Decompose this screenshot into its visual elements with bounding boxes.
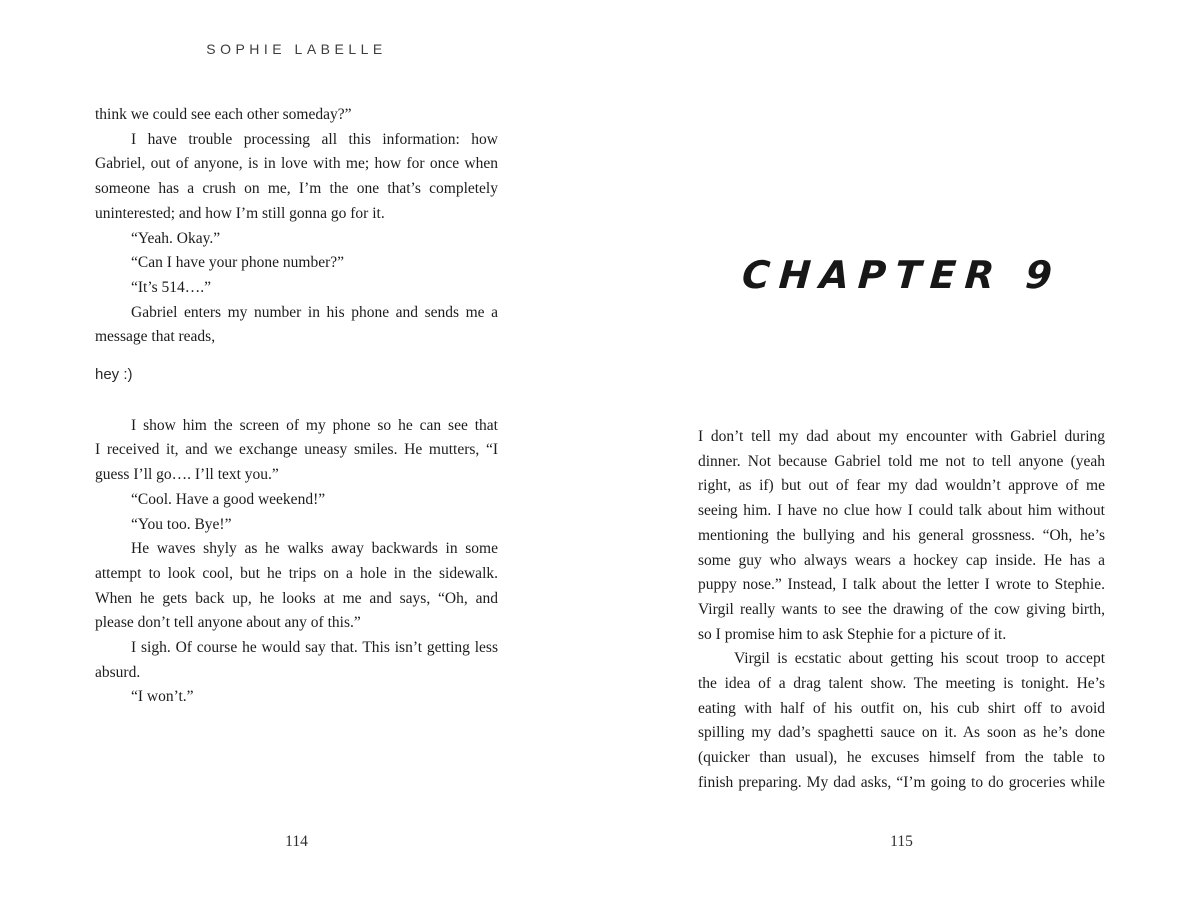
text-line: I don’t tell my dad about my encounter with Gabriel during — [698, 428, 1105, 445]
left-page-number: 114 — [285, 833, 308, 850]
text-line: absurd. — [95, 663, 141, 681]
text-line: attempt to look cool, but he trips on a hole in the sidewalk. — [95, 564, 498, 582]
text-line: “Cool. Have a good weekend!” — [131, 490, 326, 508]
text-line: When he gets back up, he looks at me and says, “Oh, and — [95, 589, 498, 607]
text-line: “It’s 514….” — [131, 278, 212, 296]
text-line: eating with half of his outfit on, his cub shirt off to avoid — [698, 699, 1105, 717]
text-line: puppy nose.” Instead, I talk about the letter I wrote to Stephie. — [698, 576, 1105, 594]
text-line: He waves shyly as he walks away backwards in some — [131, 540, 498, 558]
text-line: some guy who always wears a hockey cap inside. He has a — [698, 551, 1105, 569]
text-line: message that reads, — [95, 328, 216, 346]
text-line: hey :) — [95, 366, 133, 384]
text-line: the idea of a drag talent show. The meeting is tonight. He’s — [698, 675, 1105, 693]
text-line: (quicker than usual), he excuses himself from the table to — [698, 749, 1105, 767]
text-line: “I won’t.” — [131, 688, 194, 706]
text-line: finish preparing. My dad asks, “I’m going to do groceries while — [698, 773, 1105, 791]
text-line: uninterested; and how I’m still gonna go for it. — [95, 204, 385, 222]
text-line: seeing him. I have no clue how I could talk about him without — [698, 502, 1105, 520]
text-line: Virgil is ecstatic about getting his scout troop to accept — [734, 650, 1105, 668]
text-line: dinner. Not because Gabriel told me not to tell anyone (yeah — [698, 452, 1105, 470]
text-line: so I promise him to ask Stephie for a picture of it. — [698, 625, 1007, 643]
left-page-body-text — [95, 103, 498, 710]
right-page-body-text — [698, 425, 1105, 796]
text-line: Virgil really wants to see the drawing of the cow giving birth, — [698, 600, 1105, 618]
right-page-number: 115 — [890, 833, 913, 850]
text-line: guess I’ll go…. I’ll text you.” — [95, 466, 279, 484]
text-line: Gabriel, out of anyone, is in love with me; how for once when — [95, 155, 498, 173]
text-line: someone has a crush on me, I’m the one that’s completely — [95, 180, 498, 198]
running-header-author: SOPHIE LABELLE — [206, 41, 387, 57]
text-line: Gabriel enters my number in his phone and sends me a — [131, 303, 498, 321]
text-line: think we could see each other someday?” — [95, 106, 352, 123]
text-line: please don’t tell anyone about any of this.” — [95, 614, 361, 632]
text-line: mentioning the bullying and his general grossness. “Oh, he’s — [698, 526, 1105, 544]
text-line: “Yeah. Okay.” — [131, 229, 221, 247]
text-line: “Can I have your phone number?” — [131, 254, 345, 272]
text-line: I sigh. Of course he would say that. This isn’t getting less — [131, 639, 498, 657]
text-line: “You too. Bye!” — [131, 515, 232, 533]
text-line: I received it, and we exchange uneasy smiles. He mutters, “I — [95, 441, 498, 459]
text-line: right, as if) but out of fear my dad wouldn’t approve of me — [698, 477, 1105, 495]
text-line: I show him the screen of my phone so he can see that — [131, 416, 498, 434]
text-line: spilling my dad’s spaghetti sauce on it. As soon as he’s done — [698, 724, 1105, 742]
chapter-heading: CHAPTER 9 — [740, 253, 1063, 297]
text-line: I have trouble processing all this information: how — [131, 130, 498, 148]
